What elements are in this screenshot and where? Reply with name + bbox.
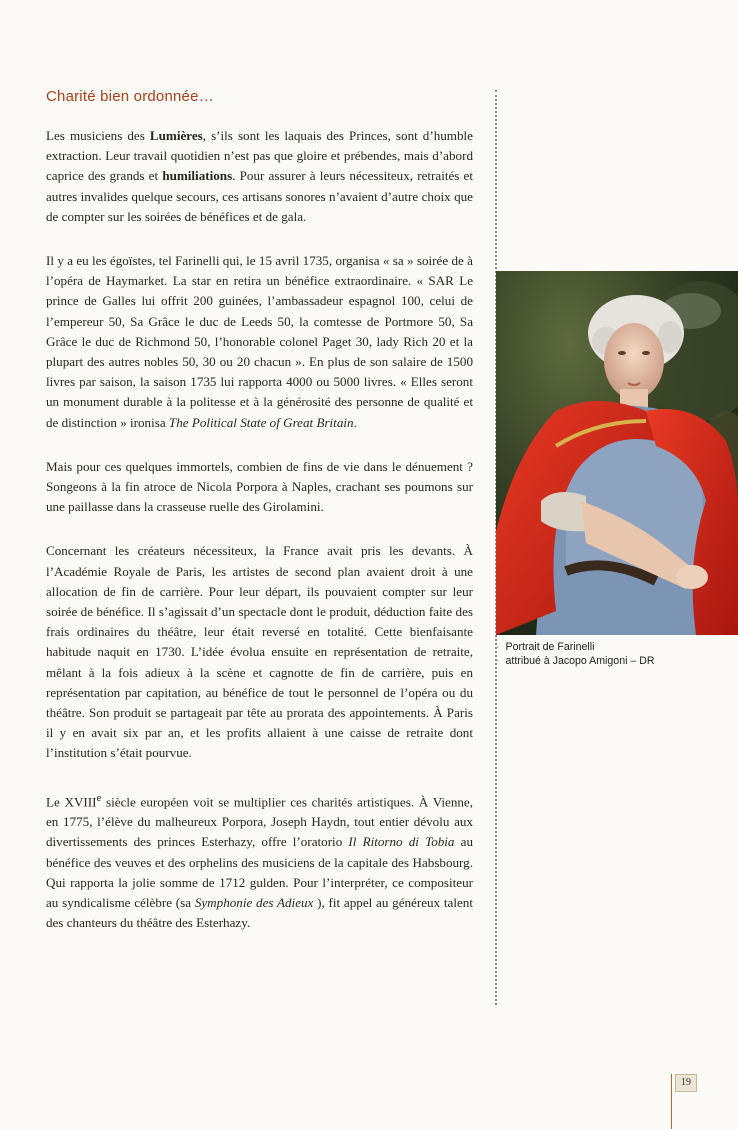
caption-text-1: Portrait de Farinelli	[505, 641, 595, 653]
farinelli-portrait-image	[496, 271, 738, 635]
portrait-caption	[496, 640, 736, 668]
paragraph-2: Il y a eu les égoïstes, tel Farinelli qui, le 15 avril 1735, organisa « sa » soirée de à l’opéra de Haymarket. La star en retira un bénéfice extraordinaire. « SAR Le prince de Galles lui offrit 200 guinées, l’ambassadeur espagnol 100, celui de l’empereur 50, Sa Grâce le duc de Leeds 50, la comtesse de Portmore 50, Sa Grâce le duc de Richmond 50, l’honorable colonel Paget 30, lady Rich 20 et la plupart des autres nobles 50, 30 ou 20 chacun ». En plus de son salaire de 1500 livres par saison, la saison 1735 lui rapporta 4000 ou 5000 livres. « Elles seront un monument durable à la politesse et à la générosité des personne de qualité et de distinction » ironisa The Political State of Great Britain.	[46, 253, 473, 430]
paragraph-5: Le XVIIIe siècle européen voit se multiplier ces charités artistiques. À Vienne, en 1775, l’élève du malheureux Porpora, Joseph Haydn, tout entier dévolu aux divertissements des princes Esterhazy, offre l’oratorio Il Ritorno di Tobia au bénéfice des veuves et des orphelins des musiciens de la capitale des Habsbourg. Qui rapporta la jolie somme de 1712 gulden. Pour l’interpréter, ce compositeur au syndicalisme célèbre (sa Symphonie des Adieux ), fit appel au généreux talent des chanteurs du théâtre des Esterhazy.	[46, 791, 474, 931]
paragraph-1: Les musiciens des Lumières, s’ils sont les laquais des Princes, sont d’humble extraction. Leur travail quotidien n’est pas que gloire et prébendes, mais d’abord caprice des grands et humiliations. Pour assurer à leurs nécessiteux, retraités et autres invalides quelque secours, ces artisans sonores n’avaient d’autre choix que de compter sur les soirées de bénéfices et de gala.	[46, 128, 473, 224]
body-text-column	[46, 126, 473, 957]
page-number: 19	[675, 1074, 697, 1092]
caption-bullet-1: ·	[496, 641, 500, 653]
section-heading: Charité bien ordonnée…	[46, 88, 214, 105]
paragraph-3: Mais pour ces quelques immortels, combien de fins de vie dans le dénuement ? Songeons à la fin atroce de Nicola Porpora à Naples, crachant ses poumons sur une paillasse dans la crasseuse ruelle des Girolamini.	[46, 458, 473, 515]
page-number-rule	[671, 1074, 672, 1129]
caption-line-2	[496, 654, 736, 668]
caption-line-1	[496, 640, 736, 654]
paragraph-4: Concernant les créateurs nécessiteux, la France avait pris les devants. À l’Académie Royale de Paris, les artistes de second plan avaient droit à une allocation de fin de carrière. Pour leur départ, ils pouvaient compter sur leur soirée de bénéfice. Il s’agissait d’un spectacle dont le produit, déduction faite des frais ordinaires du théâtre, leur était reversé en totalité. Cette bienfaisante habitude naquit en 1730. L’idée évolua ensuite en représentation de retraite, mêlant à la fois adieux à la scène et cagnotte de fin de carrière, puis en représentation par capitation, au bénéfice de tout le personnel de l’opéra ou du théâtre. Son produit se partageait par tête au prorata des appointements. À Paris il y en avait six par an, et les profits allaient à une caisse de retraite dont l’institution s’était pourvue.	[46, 543, 473, 761]
portrait-painting-icon	[496, 271, 738, 635]
caption-text-2: attribué à Jacopo Amigoni – DR	[505, 655, 655, 667]
caption-bullet-2: ·	[496, 655, 500, 667]
